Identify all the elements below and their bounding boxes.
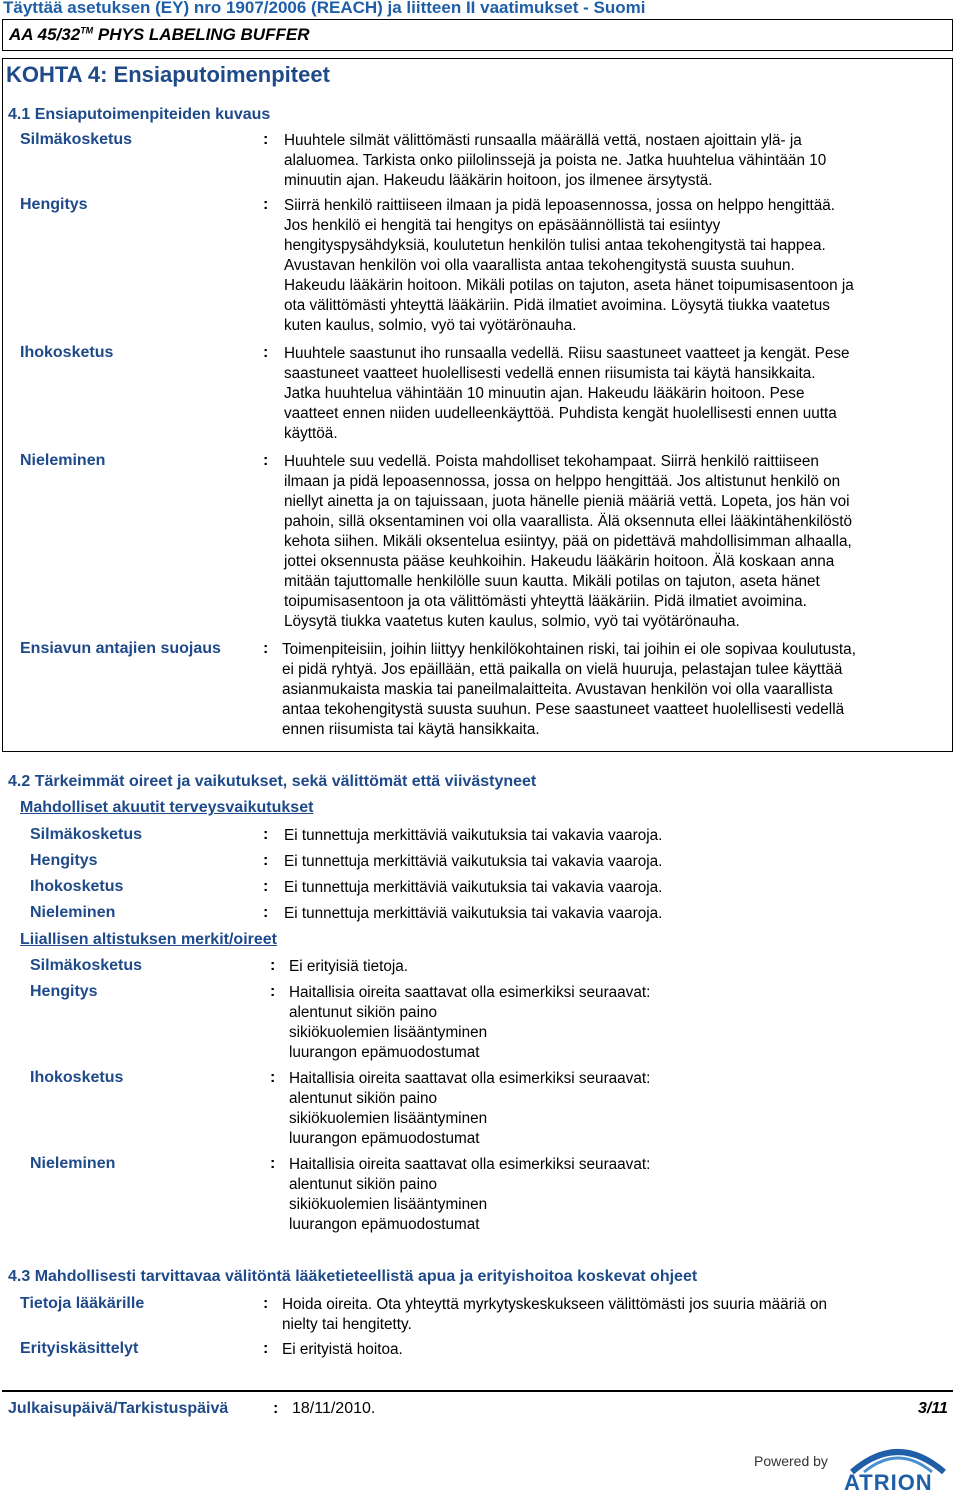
footer-divider [2,1390,953,1392]
special-treatment-label: Erityiskäsittelyt [20,1340,139,1357]
text-line: Toimenpiteisiin, joihin liittyy henkilökohtainen riski, tai joihin ei ole sopivaa koulutusta, [282,641,856,658]
first-aid-text-skin [284,344,949,444]
first-aid-text-ingestion [284,452,949,632]
first-aid-text-protection [282,640,950,740]
colon: : [263,196,269,213]
product-name-text: AA 45/32 [9,25,81,44]
first-aid-label-skin: Ihokosketus [20,344,114,361]
first-aid-text-eye [284,131,944,191]
text-line: sikiökuolemien lisääntyminen [289,1196,488,1213]
overexposure-text-ingestion [289,1155,650,1235]
colon: : [270,957,276,974]
overexposure-label-eye: Silmäkosketus [30,957,143,974]
issue-date-value: 18/11/2010. [292,1400,376,1417]
colon: : [270,1069,276,1086]
acute-label-eye: Silmäkosketus [30,826,143,843]
text-line: Haitallisia oireita saattavat olla esimerkiksi seuraavat: [289,1156,651,1173]
text-line: Huuhtele suu vedellä. Poista mahdolliset tekohampaat. Siirrä henkilö raittiiseen [284,453,819,470]
overexposure-label-ingestion: Nieleminen [30,1155,116,1172]
text-line: asianmukaista maskia tai paneilmalaitteita. Avustavan henkilön voi olla vaarallista [282,681,833,698]
text-line: vaatteet ennen niiden uudelleenkäyttöä. Puhdista kengät huolellisesti ennen uutta [284,405,837,422]
colon: : [263,852,269,869]
text-line: ota välittömästi yhteyttä lääkäriin. Pidä ilmatiet avoimina. Löysytä tiukka vaatetus [284,297,830,314]
text-line: niellyt ainetta ja on tajuissaan, juota hänelle pieniä määriä vettä. Lopeta, jos hän voi [284,493,850,510]
colon: : [273,1400,279,1417]
text-line: jottei oksennusta pääse keuhkoihin. Hakeudu lääkärin hoitoon. Älä koskaan anna [284,553,835,570]
acute-label-inhalation: Hengitys [30,852,98,869]
text-line: luurangon epämuodostumat [289,1216,480,1233]
product-name-box [2,19,953,51]
product-name-suffix: PHYS LABELING BUFFER [93,25,310,44]
text-line: kehota siihen. Mikäli oksentelua esiintyy, pää on pidettävä mahdollisimman alhaalla, [284,533,852,550]
section-title: KOHTA 4: Ensiaputoimenpiteet [6,62,330,87]
text-line: Haitallisia oireita saattavat olla esimerkiksi seuraavat: [289,984,651,1001]
text-line: nielty tai hengitetty. [282,1316,412,1333]
overexposure-heading: Liiallisen altistuksen merkit/oireet [20,931,277,948]
text-line: minuutin ajan. Hakeudu lääkärin hoitoon, jos ilmenee ärsytystä. [284,172,713,189]
colon: : [263,1340,269,1357]
text-line: Löysytä tiukka vaatetus kuten kaulus, solmio, vyö tai vyötärönauha. [284,613,740,630]
text-line: sikiökuolemien lisääntyminen [289,1110,488,1127]
text-line: Jos henkilö ei hengitä tai hengitys on epäsäännöllistä tai esiintyy [284,217,721,234]
colon: : [263,826,269,843]
text-line: saastuneet vaatteet huolellisesti vedellä ennen riisumista tai käytä hansikkaita. [284,365,816,382]
acute-label-ingestion: Nieleminen [30,904,116,921]
special-treatment-text [282,1340,403,1360]
acute-label-skin: Ihokosketus [30,878,124,895]
physician-notes-label: Tietoja lääkärille [20,1295,145,1312]
overexposure-label-inhalation: Hengitys [30,983,98,1000]
text-line: alentunut sikiön paino [289,1176,437,1193]
text-line: Siirrä henkilö raittiiseen ilmaan ja pidä lepoasennossa, jossa on helppo hengittää. [284,197,836,214]
text-line: Huuhtele saastunut iho runsaalla vedellä. Riisu saastuneet vaatteet ja kengät. Pese [284,345,850,362]
overexposure-text-skin [289,1069,650,1149]
trademark-mark: TM [80,25,94,36]
text-line: luurangon epämuodostumat [289,1130,480,1147]
colon: : [263,640,269,657]
text-line: Haitallisia oireita saattavat olla esimerkiksi seuraavat: [289,1070,651,1087]
colon: : [270,1155,276,1172]
text-line: ilmaan ja pidä lepoasennossa, jossa on helppo hengittää. Jos altistunut henkilö on [284,473,841,490]
first-aid-label-protection: Ensiavun antajien suojaus [20,640,221,657]
text-line: kuten kaulus, solmio, vyö tai vyötärönauha. [284,317,577,334]
acute-text-eye: Ei tunnettuja merkittäviä vaikutuksia tai vakavia vaaroja. [284,827,663,844]
text-line: Ei erityisiä tietoja. [289,958,409,975]
acute-text-inhalation: Ei tunnettuja merkittäviä vaikutuksia tai vakavia vaaroja. [284,853,663,870]
text-line: pahoin, sillä oksentaminen voi olla vaarallista. Älä oksennuta ellei lääkintähenkilöstö [284,513,853,530]
colon: : [263,1295,269,1312]
overexposure-text-inhalation [289,983,650,1063]
text-line: Jatka huuhtelua vähintään 10 minuutin ajan. Hakeudu lääkärin hoitoon. Pese [284,385,805,402]
subsection-4-2-title: 4.2 Tärkeimmät oireet ja vaikutukset, sekä välittömät että viivästyneet [8,773,537,790]
issue-date-label: Julkaisupäivä/Tarkistuspäivä [8,1400,229,1417]
first-aid-label-eye: Silmäkosketus [20,131,133,148]
text-line: luurangon epämuodostumat [289,1044,480,1061]
overexposure-text-eye [289,957,408,977]
powered-by-text: Powered by [754,1453,828,1469]
first-aid-text-inhalation [284,196,949,336]
product-name [9,25,309,45]
colon: : [263,344,269,361]
page-number: 3/11 [918,1400,948,1417]
text-line: ei pidä ryhtyä. Jos epäillään, että paikalla on vielä huuruja, pelastajan tulee käyttää [282,661,843,678]
text-line: Avustavan henkilön voi olla vaarallista antaa tekohengitystä suusta suuhun. [284,257,795,274]
acute-text-ingestion: Ei tunnettuja merkittäviä vaikutuksia tai vakavia vaaroja. [284,905,663,922]
text-line: Hakeudu lääkärin hoitoon. Mikäli potilas on tajuton, aseta hänet toipumisasentoon ja [284,277,854,294]
text-line: mitään tajuttomalle henkilölle suun kautta. Mikäli potilas on tajuton, aseta hänet [284,573,820,590]
text-line: alaluomea. Tarkista onko piilolinssejä ja poista ne. Jatka huuhtelua vähintään 10 [284,152,827,169]
text-line: sikiökuolemien lisääntyminen [289,1024,488,1041]
subsection-4-1-title: 4.1 Ensiaputoimenpiteiden kuvaus [8,106,271,123]
physician-notes-text [282,1295,950,1335]
colon: : [263,878,269,895]
overexposure-label-skin: Ihokosketus [30,1069,124,1086]
colon: : [270,983,276,1000]
text-line: Huuhtele silmät välittömästi runsaalla määrällä vettä, nostaen ajoittain ylä- ja [284,132,802,149]
text-line: toipumisasentoon ja ota välittömästi yhteyttä lääkäriin. Pidä ilmatiet avoimina. [284,593,807,610]
acute-effects-heading: Mahdolliset akuutit terveysvaikutukset [20,799,314,816]
text-line: käyttöä. [284,425,338,442]
subsection-4-3-title: 4.3 Mahdollisesti tarvittavaa välitöntä lääketieteellistä apua ja erityishoitoa koskevat ohjeet [8,1268,698,1285]
text-line: Hoida oireita. Ota yhteyttä myrkytyskeskukseen välittömästi jos suuria määriä on [282,1296,827,1313]
acute-text-skin: Ei tunnettuja merkittäviä vaikutuksia tai vakavia vaaroja. [284,879,663,896]
colon: : [263,452,269,469]
text-line: hengityspysähdyksiä, koulutetun henkilön tulisi antaa tekohengitystä tai happea. [284,237,826,254]
colon: : [263,904,269,921]
first-aid-label-inhalation: Hengitys [20,196,88,213]
first-aid-label-ingestion: Nieleminen [20,452,106,469]
atrion-logo-text: ATRION [844,1470,933,1495]
text-line: ennen riisumista tai käytä hansikkaita. [282,721,540,738]
text-line: alentunut sikiön paino [289,1004,437,1021]
colon: : [263,131,269,148]
text-line: antaa tekohengitystä suusta suuhun. Pese saastuneet vaatteet huolellisesti vedellä [282,701,845,718]
text-line: Ei erityistä hoitoa. [282,1341,403,1358]
regulation-title: Täyttää asetuksen (EY) nro 1907/2006 (REACH) ja liitteen II vaatimukset - Suomi [3,0,646,17]
text-line: alentunut sikiön paino [289,1090,437,1107]
